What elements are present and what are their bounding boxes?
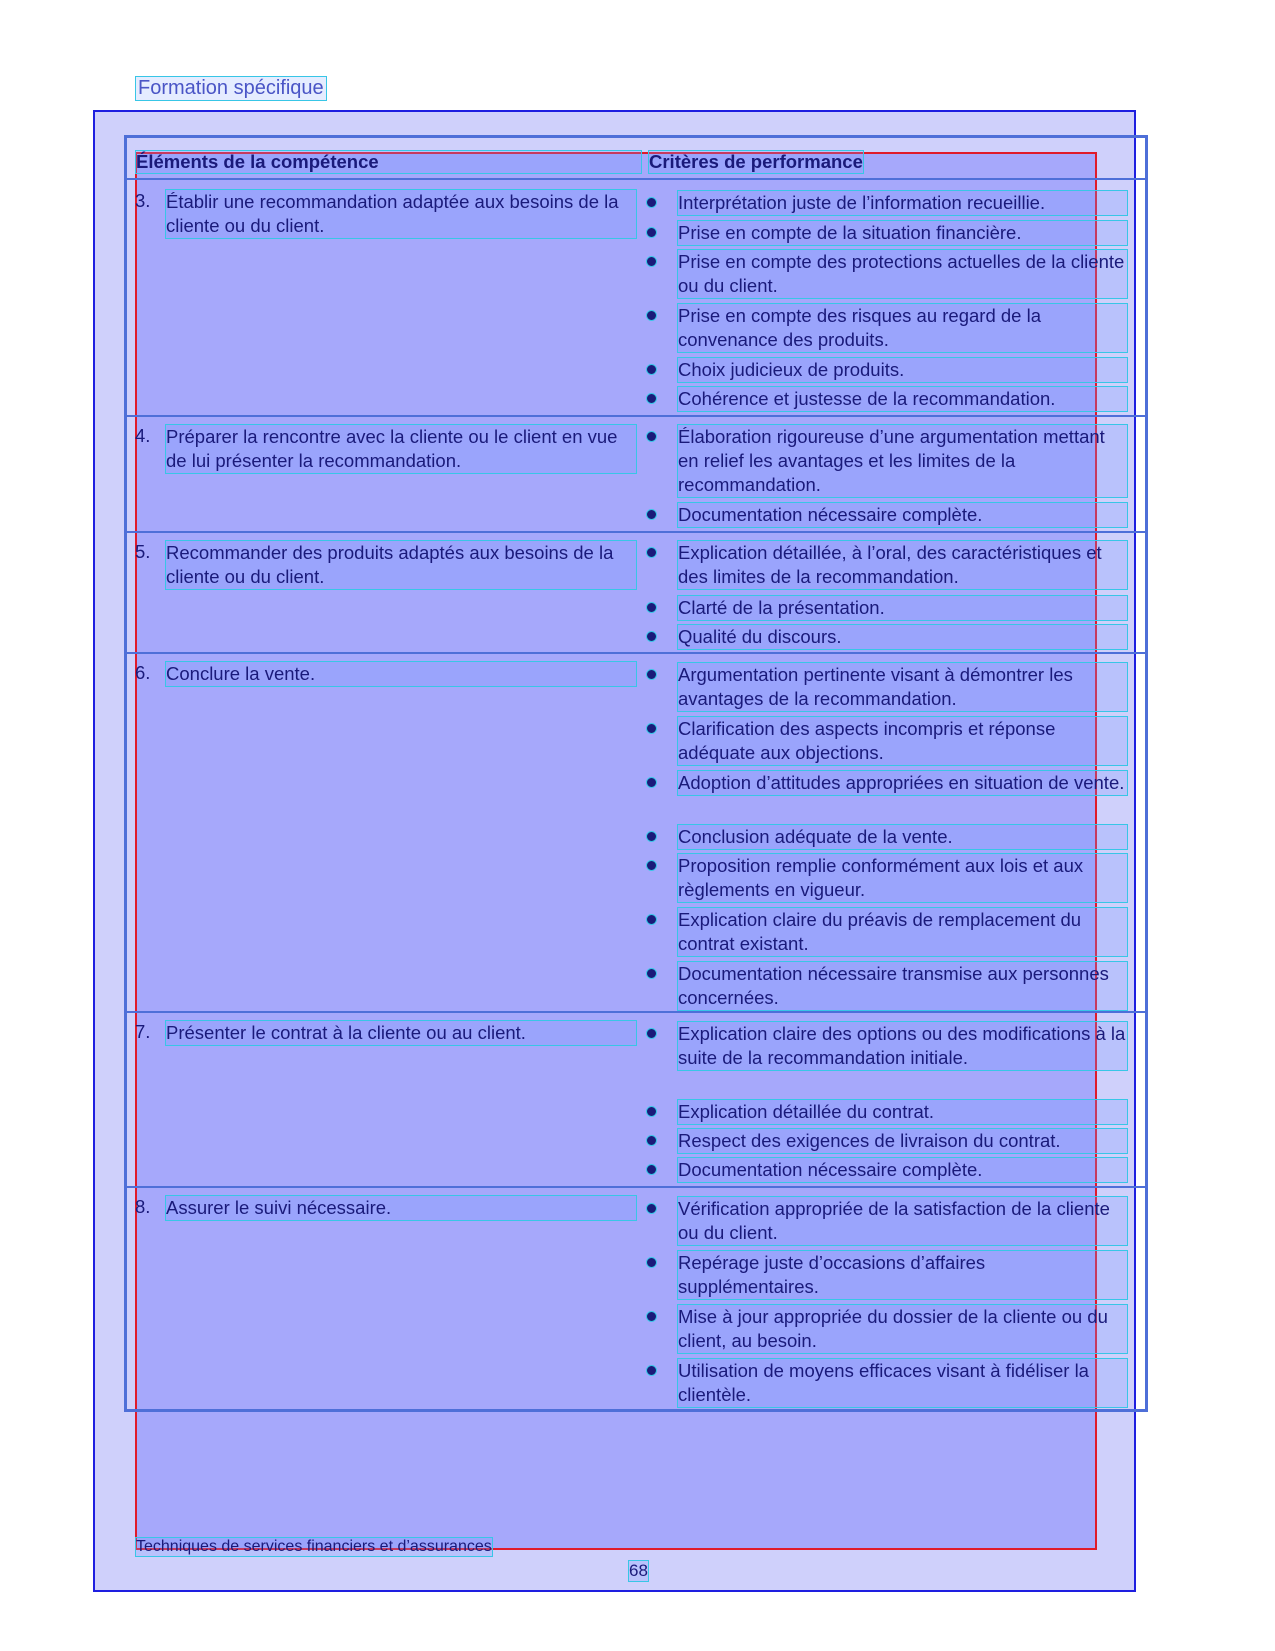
criterion-item: [648, 1157, 1128, 1183]
criterion-item: [648, 1128, 1128, 1154]
element-row: [135, 1020, 526, 1044]
bullet-icon: [646, 1365, 657, 1376]
row-separator: [124, 178, 1148, 180]
criterion-item: [648, 386, 1128, 412]
col-header-criteria: Critères de performance: [649, 151, 863, 172]
criterion-text: Documentation nécessaire complète.: [677, 1157, 1128, 1183]
bullet-icon: [646, 227, 657, 238]
element-text: Assurer le suivi nécessaire.: [165, 1195, 637, 1221]
row-separator: [124, 1011, 1148, 1013]
element-number: 7.: [135, 1021, 151, 1042]
bullet-icon: [646, 364, 657, 375]
row-separator: [124, 652, 1148, 654]
criterion-item: [648, 907, 1128, 957]
element-text: Établir une recommandation adaptée aux besoins de la cliente ou du client.: [165, 189, 637, 239]
criterion-text: Documentation nécessaire transmise aux personnes concernées.: [677, 961, 1128, 1011]
bullet-icon: [646, 602, 657, 613]
criterion-item: [648, 220, 1128, 246]
criterion-text: Explication détaillée du contrat.: [677, 1099, 1128, 1125]
criterion-item: [648, 1099, 1128, 1125]
criterion-item: [648, 624, 1128, 650]
bullet-icon: [646, 777, 657, 788]
criterion-item: [648, 1304, 1128, 1354]
criterion-text: Élaboration rigoureuse d’une argumentation mettant en relief les avantages et les limites de la recommandation.: [677, 424, 1128, 498]
bullet-icon: [646, 509, 657, 520]
element-number: 8.: [135, 1196, 151, 1217]
bullet-icon: [646, 860, 657, 871]
bullet-icon: [646, 256, 657, 267]
criterion-item: [648, 1021, 1128, 1071]
bullet-icon: [646, 1257, 657, 1268]
criterion-text: Respect des exigences de livraison du contrat.: [677, 1128, 1128, 1154]
bullet-icon: [646, 197, 657, 208]
bullet-icon: [646, 723, 657, 734]
bullet-icon: [646, 431, 657, 442]
criterion-text: Proposition remplie conformément aux lois et aux règlements en vigueur.: [677, 853, 1128, 903]
criterion-text: Explication claire des options ou des modifications à la suite de la recommandation initiale.: [677, 1021, 1128, 1071]
criterion-item: [648, 1358, 1128, 1408]
criterion-text: Explication détaillée, à l’oral, des caractéristiques et des limites de la recommandation.: [677, 540, 1128, 590]
criterion-text: Prise en compte de la situation financière.: [677, 220, 1128, 246]
criterion-item: [648, 190, 1128, 216]
bullet-icon: [646, 1164, 657, 1175]
criterion-item: [648, 662, 1128, 712]
criterion-item: [648, 1196, 1128, 1246]
criterion-item: [648, 770, 1128, 796]
criterion-text: Cohérence et justesse de la recommandation.: [677, 386, 1128, 412]
criterion-text: Choix judicieux de produits.: [677, 357, 1128, 383]
element-text: Présenter le contrat à la cliente ou au client.: [165, 1020, 637, 1046]
criterion-text: Documentation nécessaire complète.: [677, 502, 1128, 528]
element-number: 3.: [135, 190, 151, 211]
row-separator: [124, 531, 1148, 533]
criterion-text: Qualité du discours.: [677, 624, 1128, 650]
criterion-text: Conclusion adéquate de la vente.: [677, 824, 1128, 850]
criterion-item: [648, 424, 1128, 498]
bullet-icon: [646, 631, 657, 642]
bullet-icon: [646, 1203, 657, 1214]
criterion-text: Repérage juste d’occasions d’affaires supplémentaires.: [677, 1250, 1128, 1300]
criterion-text: Prise en compte des protections actuelles de la cliente ou du client.: [677, 249, 1128, 299]
bullet-icon: [646, 968, 657, 979]
criterion-text: Utilisation de moyens efficaces visant à fidéliser la clientèle.: [677, 1358, 1128, 1408]
criterion-text: Interprétation juste de l’information recueillie.: [677, 190, 1128, 216]
criterion-text: Mise à jour appropriée du dossier de la cliente ou du client, au besoin.: [677, 1304, 1128, 1354]
element-row: [135, 661, 316, 685]
page-footer: Techniques de services financiers et d’assurances: [136, 1538, 492, 1555]
bullet-icon: [646, 310, 657, 321]
criterion-item: [648, 303, 1128, 353]
element-row: [135, 189, 619, 236]
criterion-item: [648, 716, 1128, 766]
element-row: [135, 540, 614, 587]
bullet-icon: [646, 1135, 657, 1146]
element-number: 5.: [135, 541, 151, 562]
element-number: 4.: [135, 425, 151, 446]
criterion-item: [648, 961, 1128, 1011]
bullet-icon: [646, 393, 657, 404]
row-separator: [124, 1186, 1148, 1188]
criterion-item: [648, 853, 1128, 903]
criterion-text: Adoption d’attitudes appropriées en situation de vente.: [677, 770, 1128, 796]
page-header: Formation spécifique: [135, 76, 327, 101]
criterion-text: Clarification des aspects incompris et réponse adéquate aux objections.: [677, 716, 1128, 766]
col-header-elements: Éléments de la compétence: [135, 150, 642, 174]
criterion-item: [648, 1250, 1128, 1300]
criterion-item: [648, 357, 1128, 383]
criterion-text: Prise en compte des risques au regard de la convenance des produits.: [677, 303, 1128, 353]
row-separator: [124, 415, 1148, 417]
element-text: Préparer la rencontre avec la cliente ou le client en vue de lui présenter la recommandation.: [165, 424, 637, 474]
bullet-icon: [646, 669, 657, 680]
page-number: 68: [629, 1561, 648, 1580]
criterion-item: [648, 824, 1128, 850]
bullet-icon: [646, 914, 657, 925]
criterion-item: [648, 249, 1128, 299]
element-text: Recommander des produits adaptés aux besoins de la cliente ou du client.: [165, 540, 637, 590]
bullet-icon: [646, 547, 657, 558]
element-row: [135, 424, 618, 471]
criterion-item: [648, 502, 1128, 528]
criterion-text: Argumentation pertinente visant à démontrer les avantages de la recommandation.: [677, 662, 1128, 712]
bullet-icon: [646, 831, 657, 842]
bullet-icon: [646, 1311, 657, 1322]
criterion-item: [648, 540, 1128, 590]
criterion-text: Explication claire du préavis de remplacement du contrat existant.: [677, 907, 1128, 957]
element-text: Conclure la vente.: [165, 661, 637, 687]
bullet-icon: [646, 1106, 657, 1117]
criterion-item: [648, 595, 1128, 621]
element-number: 6.: [135, 662, 151, 683]
criterion-text: Vérification appropriée de la satisfaction de la cliente ou du client.: [677, 1196, 1128, 1246]
element-row: [135, 1195, 392, 1219]
criterion-text: Clarté de la présentation.: [677, 595, 1128, 621]
bullet-icon: [646, 1028, 657, 1039]
